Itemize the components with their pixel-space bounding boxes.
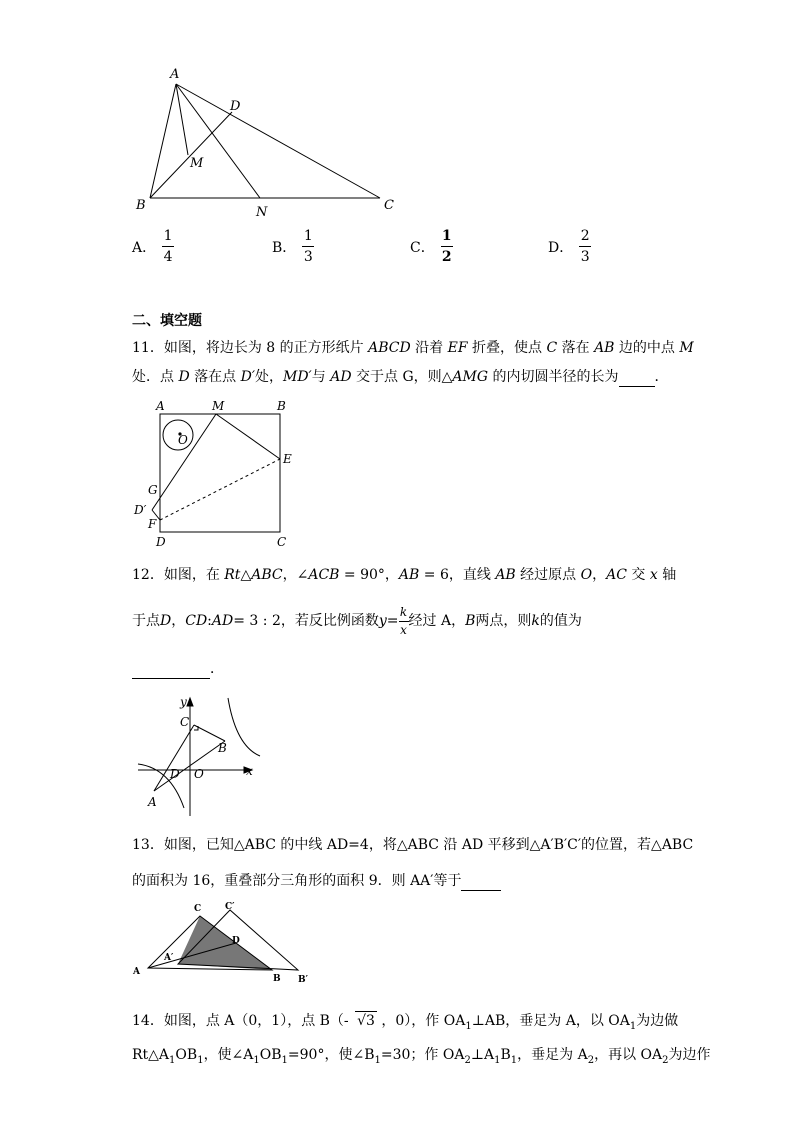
- text-run: ABC: [251, 567, 283, 583]
- q12-text-line2: [132, 604, 582, 638]
- q12-label-c: C: [180, 715, 190, 729]
- text-run: 处．点: [132, 369, 179, 385]
- text-run: AB: [594, 340, 615, 356]
- sqrt-symbol: √3: [357, 1013, 375, 1029]
- text-run: k: [531, 613, 540, 629]
- text-run: OB: [259, 1047, 282, 1063]
- fraction-numerator: 1: [441, 228, 452, 244]
- fraction-denominator: x: [400, 622, 407, 637]
- text-run: Rt: [224, 567, 241, 583]
- text-run: 1: [494, 1054, 501, 1066]
- section-title: 二、填空题: [132, 313, 202, 329]
- q10-option-b[interactable]: [272, 228, 314, 265]
- text-run: AB: [495, 567, 516, 583]
- text-run: 于点: [132, 613, 160, 629]
- text-run: 边的中点: [614, 340, 680, 356]
- fraction-numerator: 2: [580, 228, 590, 244]
- q12-label-d: D: [170, 767, 180, 781]
- text-run: ACB: [308, 567, 340, 583]
- text-run: 14．如图，点 A（0，1），点 B（-: [132, 1013, 354, 1029]
- q12-label-o: O: [194, 767, 204, 781]
- text-run: D: [160, 613, 172, 629]
- option-letter: D．: [548, 239, 574, 256]
- text-run: AD: [211, 613, 234, 629]
- option-fraction: [441, 228, 453, 265]
- text-run: 经过原点: [515, 567, 581, 583]
- text-run: =: [386, 613, 399, 629]
- text-run: 落在点: [189, 369, 241, 385]
- option-fraction: [162, 228, 174, 265]
- text-run: ，垂足为 A: [517, 1047, 588, 1063]
- text-run: 轴: [657, 567, 677, 583]
- q12-text-line1: [132, 566, 676, 584]
- text-run: 1: [169, 1054, 176, 1066]
- text-run: D: [178, 369, 190, 385]
- q12-figure: [134, 694, 264, 820]
- text-run: ⊥AB，垂足为 A，以 OA: [471, 1013, 630, 1029]
- text-run: ⊥A: [470, 1047, 495, 1063]
- text-run: ，∠: [282, 567, 309, 583]
- text-run: = 6，直线: [419, 567, 496, 583]
- q10-option-a[interactable]: [132, 228, 174, 265]
- text-run: ，: [171, 613, 186, 629]
- q12-segment-ca: [154, 725, 194, 791]
- text-run: ．: [654, 369, 669, 385]
- fraction-denominator: 2: [441, 249, 452, 265]
- text-run: 处，: [255, 369, 283, 385]
- q13-label-aprime: A′: [164, 953, 174, 963]
- q10-segment-bd: [150, 112, 232, 198]
- q12-label-x: x: [246, 764, 253, 778]
- text-run: B: [465, 613, 476, 629]
- text-run: 交于点: [351, 369, 403, 385]
- q10-label-a: A: [170, 67, 180, 82]
- text-run: =90°，使∠B: [287, 1047, 375, 1063]
- text-run: = 3 : 2，若反比例函数: [233, 613, 379, 629]
- text-run: CD: [185, 613, 208, 629]
- q13-figure: [128, 898, 318, 984]
- text-run: 的值为: [539, 613, 582, 629]
- text-run: OB: [175, 1047, 198, 1063]
- text-run: y: [378, 613, 387, 629]
- q11-segment-me: [216, 414, 280, 459]
- q10-segment-an: [176, 84, 260, 198]
- q13-label-c: C: [194, 904, 202, 914]
- fraction-denominator: 3: [303, 249, 313, 265]
- text-run: 1: [374, 1054, 381, 1066]
- q13-label-a: A: [133, 967, 140, 977]
- text-run: 1: [197, 1054, 204, 1066]
- text-run: 2: [587, 1054, 595, 1066]
- q13-text-line2: [132, 872, 501, 891]
- text-run: Rt△A: [132, 1047, 170, 1063]
- q13-label-b: B: [273, 974, 281, 984]
- q12-y-axis-arrow: [187, 698, 193, 706]
- q12-answer-blank[interactable]: [132, 660, 210, 679]
- q12-hyperbola-q1: [228, 698, 260, 756]
- text-run: 11．如图，将边长为 8 的正方形纸片: [132, 340, 369, 356]
- text-run: ，0），作 OA: [376, 1013, 466, 1029]
- text-run: = 90°，: [339, 567, 399, 583]
- q12-segment-cb: [194, 725, 225, 741]
- q11-label-e: E: [283, 452, 292, 466]
- text-run: 经过 A，: [408, 613, 466, 629]
- text-run: EF: [447, 340, 468, 356]
- text-run: 沿着: [410, 340, 448, 356]
- text-run: ABCD: [368, 340, 411, 356]
- q11-label-c: C: [277, 535, 287, 549]
- q13-label-bprime: B′: [298, 975, 308, 984]
- q12-label-b: B: [218, 741, 227, 755]
- text-run: MD′: [283, 369, 312, 385]
- q10-segment-am: [176, 84, 188, 155]
- q10-label-m: M: [190, 156, 204, 171]
- text-run: 的内切圆半径的长为: [488, 369, 619, 385]
- q12-text-line3: [132, 660, 224, 679]
- q10-option-d[interactable]: [548, 228, 591, 265]
- q13-label-d: D: [232, 936, 240, 946]
- text-run: 落在: [557, 340, 595, 356]
- text-run: O: [580, 567, 593, 583]
- q11-label-dprime: D′: [134, 503, 147, 517]
- text-run: 为边作: [668, 1047, 711, 1063]
- text-run: 折叠，使点: [467, 340, 547, 356]
- text-run: 1: [253, 1054, 260, 1066]
- q11-answer-blank[interactable]: [619, 368, 655, 387]
- q11-square: [160, 414, 280, 532]
- text-run: ．: [210, 661, 224, 677]
- text-run: B: [500, 1047, 511, 1063]
- text-run: 两点，则: [475, 613, 532, 629]
- q11-figure: [128, 398, 298, 552]
- text-run: AD: [330, 369, 352, 385]
- text-run: AC: [606, 567, 627, 583]
- text-run: ，再以 OA: [594, 1047, 663, 1063]
- q10-segment-ac: [176, 84, 380, 198]
- q11-fold-line-ef: [160, 459, 280, 520]
- text-run: 与: [311, 369, 331, 385]
- q10-label-b: B: [136, 198, 146, 213]
- text-run: 1: [510, 1054, 518, 1066]
- q11-label-d: D: [156, 535, 166, 549]
- text-run: AB: [398, 567, 420, 583]
- q10-option-c[interactable]: [410, 228, 453, 265]
- q14-text-line1: [132, 1011, 678, 1036]
- option-fraction: [579, 228, 591, 265]
- q11-label-o: O: [178, 433, 188, 447]
- q10-label-d: D: [230, 99, 241, 114]
- q11-label-f: F: [148, 517, 157, 531]
- q11-label-a: A: [156, 399, 165, 413]
- q14-text-line2: [132, 1046, 711, 1070]
- text-run: 2: [464, 1054, 471, 1066]
- q10-label-c: C: [384, 198, 394, 213]
- q11-text-line1: [132, 339, 694, 357]
- option-fraction: [302, 228, 314, 265]
- text-run: 1: [465, 1020, 472, 1032]
- text-run: G: [402, 369, 414, 385]
- q10-label-n: N: [256, 205, 268, 220]
- text-run: ，则△: [413, 369, 453, 385]
- text-run: △: [240, 567, 252, 583]
- text-run: 12．如图，在: [132, 567, 225, 583]
- fraction-denominator: 4: [163, 249, 173, 265]
- q13-label-cprime: C′: [225, 902, 235, 912]
- text-run: x: [649, 567, 658, 583]
- fraction-numerator: 1: [163, 228, 173, 244]
- text-run: 交: [626, 567, 650, 583]
- q13-text-line1: 13．如图，已知△ABC 的中线 AD=4，将△ABC 沿 AD 平移到△A′B′C′的位置，若△ABC: [132, 837, 694, 853]
- q11-segment-mg: [160, 414, 216, 498]
- fraction-denominator: 3: [580, 249, 590, 265]
- option-letter: A．: [132, 239, 157, 256]
- q11-label-b: B: [277, 399, 286, 413]
- q11-label-g: G: [148, 483, 158, 497]
- q11-text-line2: [132, 368, 669, 387]
- text-run: 为边做: [636, 1013, 679, 1029]
- q12-k-over-x: [399, 606, 409, 637]
- q12-label-a: A: [148, 795, 157, 809]
- option-letter: C．: [410, 239, 435, 256]
- q10-figure: [128, 62, 408, 222]
- text-run: 1: [281, 1054, 288, 1066]
- q12-label-y: y: [180, 695, 187, 709]
- text-run: M: [679, 340, 694, 356]
- text-run: 的面积为 16，重叠部分三角形的面积 9．则 AA′等于: [132, 873, 462, 889]
- text-run: 1: [629, 1020, 637, 1032]
- q13-answer-blank[interactable]: [461, 872, 501, 891]
- fraction-numerator: k: [399, 604, 408, 619]
- text-run: D′: [240, 369, 255, 385]
- fraction-numerator: 1: [303, 228, 313, 244]
- q10-segment-ab: [150, 84, 176, 198]
- text-run: 2: [662, 1054, 669, 1066]
- text-run: ，: [592, 567, 607, 583]
- text-run: =30；作 OA: [380, 1047, 465, 1063]
- text-run: C: [546, 340, 558, 356]
- text-run: AMG: [452, 369, 489, 385]
- option-letter: B．: [272, 239, 297, 256]
- text-run: ，使∠A: [203, 1047, 254, 1063]
- q11-label-m: M: [212, 399, 225, 413]
- q11-segment-gdp: [152, 498, 160, 510]
- sqrt-radicand: 3: [366, 1013, 375, 1029]
- text-run: :: [207, 613, 212, 629]
